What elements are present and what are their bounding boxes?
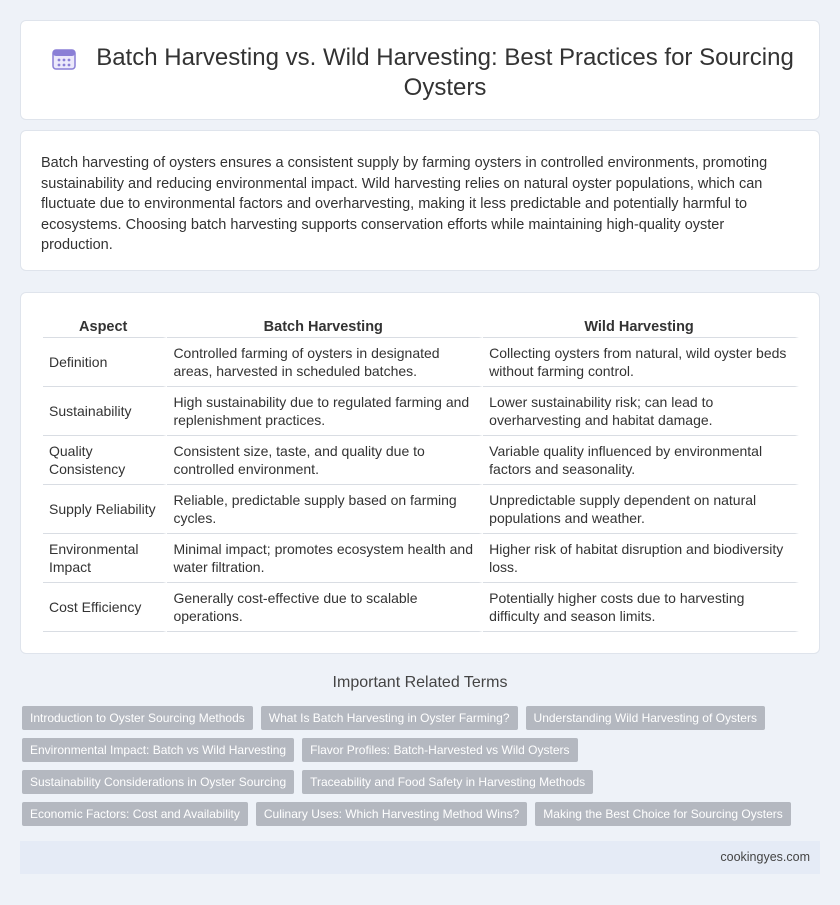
related-term-tag[interactable]: Sustainability Considerations in Oyster Sourcing xyxy=(22,770,294,794)
related-term-tag[interactable]: Flavor Profiles: Batch-Harvested vs Wild Oysters xyxy=(302,738,577,762)
aspect-cell: Environmental Impact xyxy=(43,534,167,583)
wild-cell: Unpredictable supply dependent on natural populations and weather. xyxy=(483,485,799,534)
comparison-table-card xyxy=(20,292,820,654)
batch-cell: Consistent size, taste, and quality due to controlled environment. xyxy=(167,436,483,485)
aspect-cell: Cost Efficiency xyxy=(43,583,167,632)
tag-row xyxy=(22,802,802,826)
tag-row xyxy=(22,706,802,730)
tag-row xyxy=(22,770,802,794)
wild-cell: Collecting oysters from natural, wild oyster beds without farming control. xyxy=(483,338,799,387)
table-row xyxy=(43,387,799,436)
page-title: Batch Harvesting vs. Wild Harvesting: Best Practices for Sourcing Oysters xyxy=(96,44,794,101)
column-header-aspect: Aspect xyxy=(43,313,167,338)
comparison-table xyxy=(43,313,799,632)
tag-row xyxy=(22,738,802,762)
footer-site-link[interactable]: cookingyes.com xyxy=(720,850,810,864)
table-header-row xyxy=(43,313,799,338)
header-card xyxy=(20,20,820,120)
table-row xyxy=(43,583,799,632)
batch-cell: Minimal impact; promotes ecosystem health and water filtration. xyxy=(167,534,483,583)
batch-cell: Reliable, predictable supply based on farming cycles. xyxy=(167,485,483,534)
batch-cell: Controlled farming of oysters in designated areas, harvested in scheduled batches. xyxy=(167,338,483,387)
aspect-cell: Sustainability xyxy=(43,387,167,436)
table-row xyxy=(43,436,799,485)
related-terms-list xyxy=(22,706,802,834)
related-term-tag[interactable]: What Is Batch Harvesting in Oyster Farming? xyxy=(261,706,518,730)
aspect-cell: Quality Consistency xyxy=(43,436,167,485)
table-row xyxy=(43,534,799,583)
summary-text: Batch harvesting of oysters ensures a consistent supply by farming oysters in controlled environments, promoting sustainability and reducing environmental impact. Wild harvesting relies on natural oyster populations, which can fluctuate due to environmental factors and overharvesting, making it less predictable and potentially harmful to ecosystems. Choosing batch harvesting supports conservation efforts while maintaining high-quality oyster production. xyxy=(41,155,768,253)
table-row xyxy=(43,338,799,387)
table-row xyxy=(43,485,799,534)
wild-cell: Higher risk of habitat disruption and biodiversity loss. xyxy=(483,534,799,583)
aspect-cell: Definition xyxy=(43,338,167,387)
related-term-tag[interactable]: Culinary Uses: Which Harvesting Method Wins? xyxy=(256,802,527,826)
wild-cell: Potentially higher costs due to harvesting difficulty and season limits. xyxy=(483,583,799,632)
aspect-cell: Supply Reliability xyxy=(43,485,167,534)
related-term-tag[interactable]: Environmental Impact: Batch vs Wild Harvesting xyxy=(22,738,294,762)
related-term-tag[interactable]: Economic Factors: Cost and Availability xyxy=(22,802,248,826)
column-header-batch: Batch Harvesting xyxy=(167,313,483,338)
related-term-tag[interactable]: Traceability and Food Safety in Harvesting Methods xyxy=(302,770,593,794)
batch-cell: Generally cost-effective due to scalable operations. xyxy=(167,583,483,632)
footer xyxy=(20,841,820,874)
summary-card xyxy=(20,130,820,271)
batch-cell: High sustainability due to regulated farming and replenishment practices. xyxy=(167,387,483,436)
related-term-tag[interactable]: Understanding Wild Harvesting of Oysters xyxy=(526,706,765,730)
column-header-wild: Wild Harvesting xyxy=(483,313,799,338)
related-terms-heading: Important Related Terms xyxy=(332,674,508,691)
related-term-tag[interactable]: Introduction to Oyster Sourcing Methods xyxy=(22,706,253,730)
related-term-tag[interactable]: Making the Best Choice for Sourcing Oysters xyxy=(535,802,790,826)
wild-cell: Variable quality influenced by environmental factors and seasonality. xyxy=(483,436,799,485)
wild-cell: Lower sustainability risk; can lead to overharvesting and habitat damage. xyxy=(483,387,799,436)
